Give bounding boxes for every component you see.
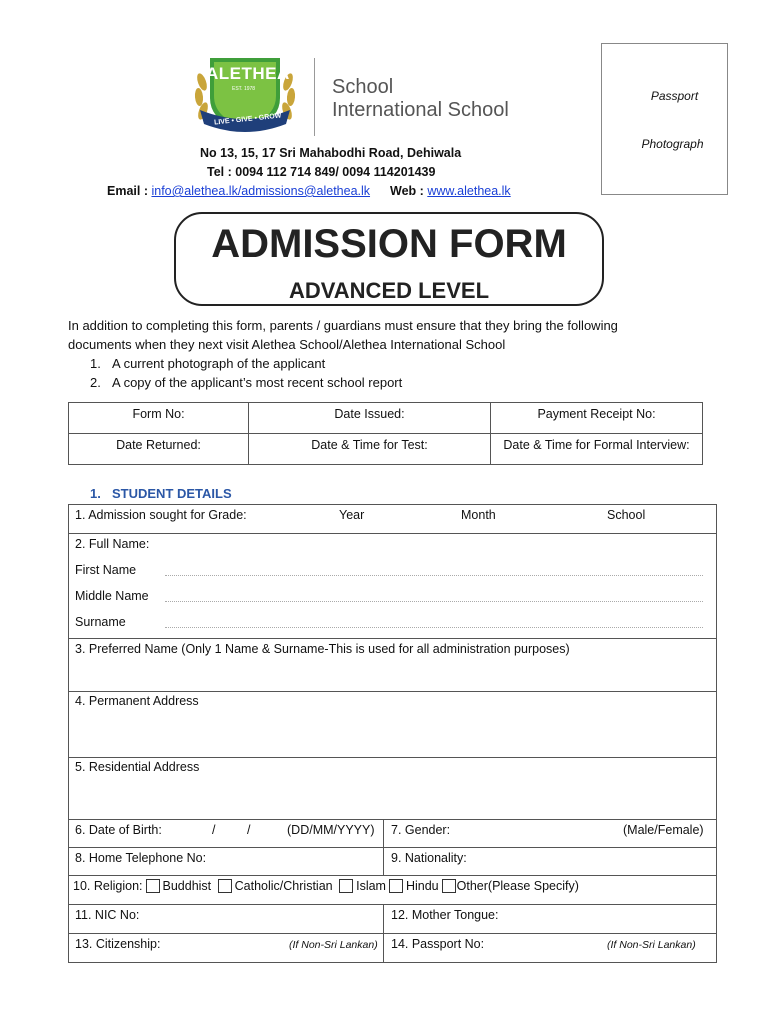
column-divider xyxy=(383,904,384,963)
residential-address-label: 5. Residential Address xyxy=(75,760,200,774)
form-title-box xyxy=(174,212,604,306)
first-name-label: First Name xyxy=(75,563,137,577)
divider xyxy=(69,691,716,692)
citizenship-note: (If Non-Sri Lankan) xyxy=(289,939,378,951)
contact-line xyxy=(107,184,511,198)
passport-photo-box xyxy=(601,43,728,195)
divider xyxy=(69,819,716,820)
citizenship-label: 13. Citizenship: xyxy=(75,937,161,951)
office-use-table xyxy=(68,402,703,465)
checkbox-other[interactable] xyxy=(442,879,456,893)
mother-tongue-label: 12. Mother Tongue: xyxy=(391,908,499,922)
religion-option-catholic: Catholic/Christian xyxy=(234,879,333,893)
column-divider xyxy=(383,819,384,875)
first-name-input[interactable] xyxy=(165,575,703,576)
gender-options: (Male/Female) xyxy=(623,823,704,837)
test-datetime-cell[interactable]: Date & Time for Test: xyxy=(249,434,491,465)
divider xyxy=(69,875,716,876)
payment-receipt-cell[interactable]: Payment Receipt No: xyxy=(491,403,703,434)
religion-option-hindu: Hindu xyxy=(405,879,439,893)
checkbox-catholic-christian[interactable] xyxy=(218,879,232,893)
web-link[interactable]: www.alethea.lk xyxy=(427,184,511,198)
passport-note: (If Non-Sri Lankan) xyxy=(607,939,696,951)
home-telephone-label: 8. Home Telephone No: xyxy=(75,851,207,865)
passport-no-label: 14. Passport No: xyxy=(391,937,485,951)
religion-option-islam: Islam xyxy=(356,879,386,893)
divider xyxy=(69,904,716,905)
gender-label: 7. Gender: xyxy=(391,823,451,837)
divider xyxy=(69,933,716,934)
form-subtitle: ADVANCED LEVEL xyxy=(288,278,490,303)
checkbox-buddhist[interactable] xyxy=(146,879,160,893)
form-no-cell[interactable]: Form No: xyxy=(69,403,249,434)
checkbox-islam[interactable] xyxy=(339,879,353,893)
logo-text: ALETHEA xyxy=(206,64,290,83)
section-heading-student-details: 1. STUDENT DETAILS xyxy=(90,486,232,501)
logo-est: EST. 1978 xyxy=(232,86,256,92)
school-name-line1: School xyxy=(332,76,394,98)
nic-label: 11. NIC No: xyxy=(75,908,140,922)
year-label[interactable]: Year xyxy=(339,508,365,522)
religion-option-buddhist: Buddhist xyxy=(162,879,212,893)
month-label[interactable]: Month xyxy=(461,508,496,522)
date-returned-cell[interactable]: Date Returned: xyxy=(69,434,249,465)
divider xyxy=(69,533,716,534)
logo-divider xyxy=(314,58,315,136)
email-link[interactable]: info@alethea.lk/admissions@alethea.lk xyxy=(151,184,371,198)
full-name-label: 2. Full Name: xyxy=(75,537,150,551)
religion-row xyxy=(73,879,579,893)
school-name-line2: International School xyxy=(332,99,509,121)
intro-line-1: In addition to completing this form, parents / guardians must ensure that they bring the following xyxy=(68,318,618,333)
dob-format-hint: (DD/MM/YYYY) xyxy=(287,823,375,837)
divider xyxy=(69,638,716,639)
form-title: ADMISSION FORM xyxy=(211,222,567,266)
divider xyxy=(69,847,716,848)
dob-slash: / xyxy=(212,823,216,837)
date-issued-cell[interactable]: Date Issued: xyxy=(249,403,491,434)
checkbox-hindu[interactable] xyxy=(389,879,403,893)
school-telephone: Tel : 0094 112 714 849/ 0094 114201439 xyxy=(207,165,436,179)
surname-label: Surname xyxy=(75,615,126,629)
preferred-name-label: 3. Preferred Name (Only 1 Name & Surname-This is used for all administration purposes) xyxy=(75,642,570,656)
religion-option-other: Other(Please Specify) xyxy=(456,879,579,893)
middle-name-label: Middle Name xyxy=(75,589,149,603)
school-label[interactable]: School xyxy=(607,508,646,522)
requirement-item: 1. A current photograph of the applicant xyxy=(90,356,326,371)
surname-input[interactable] xyxy=(165,627,703,628)
permanent-address-label: 4. Permanent Address xyxy=(75,694,199,708)
student-details-form xyxy=(68,504,717,963)
requirement-item: 2. A copy of the applicant’s most recent school report xyxy=(90,375,403,390)
interview-datetime-cell[interactable]: Date & Time for Formal Interview: xyxy=(491,434,703,465)
nationality-label: 9. Nationality: xyxy=(391,851,467,865)
religion-label: 10. Religion: xyxy=(73,879,143,893)
web-label: Web : xyxy=(390,184,428,198)
date-of-birth-label: 6. Date of Birth: xyxy=(75,823,162,837)
passport-label: Passport xyxy=(650,89,699,103)
school-address: No 13, 15, 17 Sri Mahabodhi Road, Dehiwala xyxy=(200,146,462,160)
photograph-label: Photograph xyxy=(641,137,704,151)
divider xyxy=(69,757,716,758)
email-label: Email : xyxy=(107,184,152,198)
admission-grade-label: 1. Admission sought for Grade: xyxy=(75,508,247,522)
logo-motto: LIVE • GIVE • GROW xyxy=(213,112,282,127)
intro-line-2: documents when they next visit Alethea School/Alethea International School xyxy=(68,337,506,352)
dob-slash: / xyxy=(247,823,251,837)
middle-name-input[interactable] xyxy=(165,601,703,602)
